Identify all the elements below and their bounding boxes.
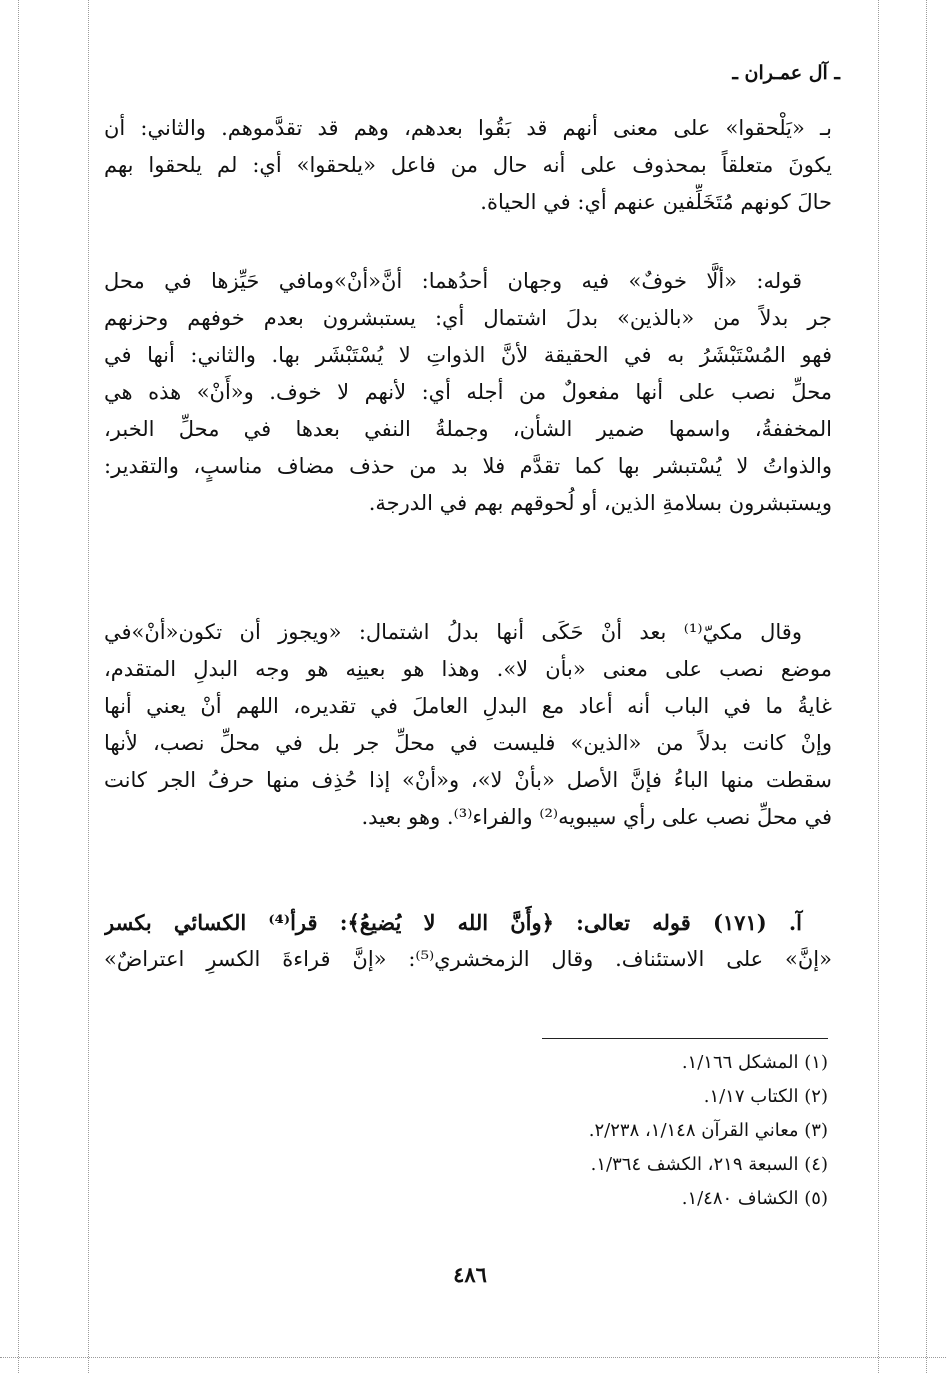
text-line: المخففةُ، واسمها ضمير الشأن، وجملةُ النفي بعدها في محلِّ الخبر، [104, 417, 832, 441]
verse-heading-line: آ. (١٧١) قوله تعالى: ﴿وأَنَّ الله لا يُضيعُ﴾: قرأ⁽⁴⁾ الكسائي بكسر [104, 910, 802, 935]
paragraph-3 [104, 614, 832, 836]
text-line: في محلِّ نصب على رأي سيبويه⁽²⁾ والفراء⁽³⁾. وهو بعيد. [361, 805, 832, 829]
scan-guide-line [18, 0, 19, 1373]
text-line: غايةُ ما في الباب أنه أعاد مع البدلِ العاملَ في تقديره، اللهم أنْ يعني أنها [104, 694, 832, 718]
footnote: (٥) الكشاف ١/٤٨٠. [681, 1188, 828, 1209]
text-line: وقال مكيّ⁽¹⁾ بعد أنْ حَكَى أنها بدلُ اشتمال: «ويجوز أن تكون«أنْ»في [104, 620, 802, 644]
text-line: فهو المُسْتَبْشَرُ به في الحقيقة لأنَّ الذواتِ لا يُسْتَبْشَر بها. والثاني: أنها في [104, 343, 832, 367]
footnote: (١) المشكل ١/١٦٦. [681, 1052, 828, 1073]
footnote: (٣) معاني القرآن ١/١٤٨، ٢/٢٣٨. [588, 1120, 828, 1141]
footnote-divider [542, 1038, 828, 1039]
text-line: سقطت منها الباءُ فإنَّ الأصل «بأنْ لا»، و«أنْ» إذا حُذِف منها حرفُ الجر كانت [104, 768, 832, 792]
scan-guide-line [926, 0, 927, 1373]
running-header: ـ آل عمـران ـ [732, 62, 840, 84]
paragraph-2 [104, 263, 832, 522]
text-line: حالَ كونهم مُتَخَلِّفين عنهم أي: في الحياة. [480, 190, 832, 214]
text-line: جر بدلاً من «بالذين» بدلَ اشتمال أي: يستبشرون بعدم خوفهم وحزنهم [104, 306, 832, 330]
text-line: موضع نصب على معنى «بأن لا». وهذا هو بعينِه هو وجه البدلِ المتقدم، [104, 657, 832, 681]
footnote: (٢) الكتاب ١/١٧. [703, 1086, 828, 1107]
text-line: والذواتُ لا يُسْتبشر بها كما تقدَّم فلا بد من حذف مضاف مناسبٍ، والتقدير: [104, 454, 832, 478]
footnote: (٤) السبعة ٢١٩، الكشف ١/٣٦٤. [590, 1154, 828, 1175]
text-line: محلِّ نصب على أنها مفعولٌ من أجله أي: لأنهم لا خوف. و«أَنْ» هذه هي [104, 380, 832, 404]
paragraph-4 [104, 904, 832, 978]
scan-guide-line [88, 0, 89, 1373]
paragraph-1 [104, 110, 832, 221]
text-line: قوله: «ألَّا خوفٌ» فيه وجهان أحدُهما: أنَّ«أنْ»ومافي حَيِّزها في محل [104, 269, 802, 293]
text-line: بـ «يَلْحقوا» على معنى أنهم قد بَقُوا بعدهم، وهم قد تقدَّموهم. والثاني: أن [104, 116, 832, 140]
text-line: ويستبشرون بسلامةِ الذين، أو لُحوقهم بهم في الدرجة. [368, 491, 832, 515]
text-line: «إنَّ» على الاستئناف. وقال الزمخشري⁽⁵⁾: «إنَّ قراءةَ الكسرِ اعتراضٌ» [104, 947, 832, 971]
text-line: يكونَ متعلقاً بمحذوف على أنه حال من فاعل «يلحقوا» أي: لم يلحقوا بهم [104, 153, 832, 177]
scan-guide-line [878, 0, 879, 1373]
scan-guide-line [0, 1357, 946, 1358]
page-number: ٤٨٦ [453, 1262, 487, 1287]
text-line: وإنْ كانت بدلاً من «الذين» فليست في محلِّ جر بل في محلِّ نصب، لأنها [104, 731, 832, 755]
footnotes [300, 1046, 828, 1216]
